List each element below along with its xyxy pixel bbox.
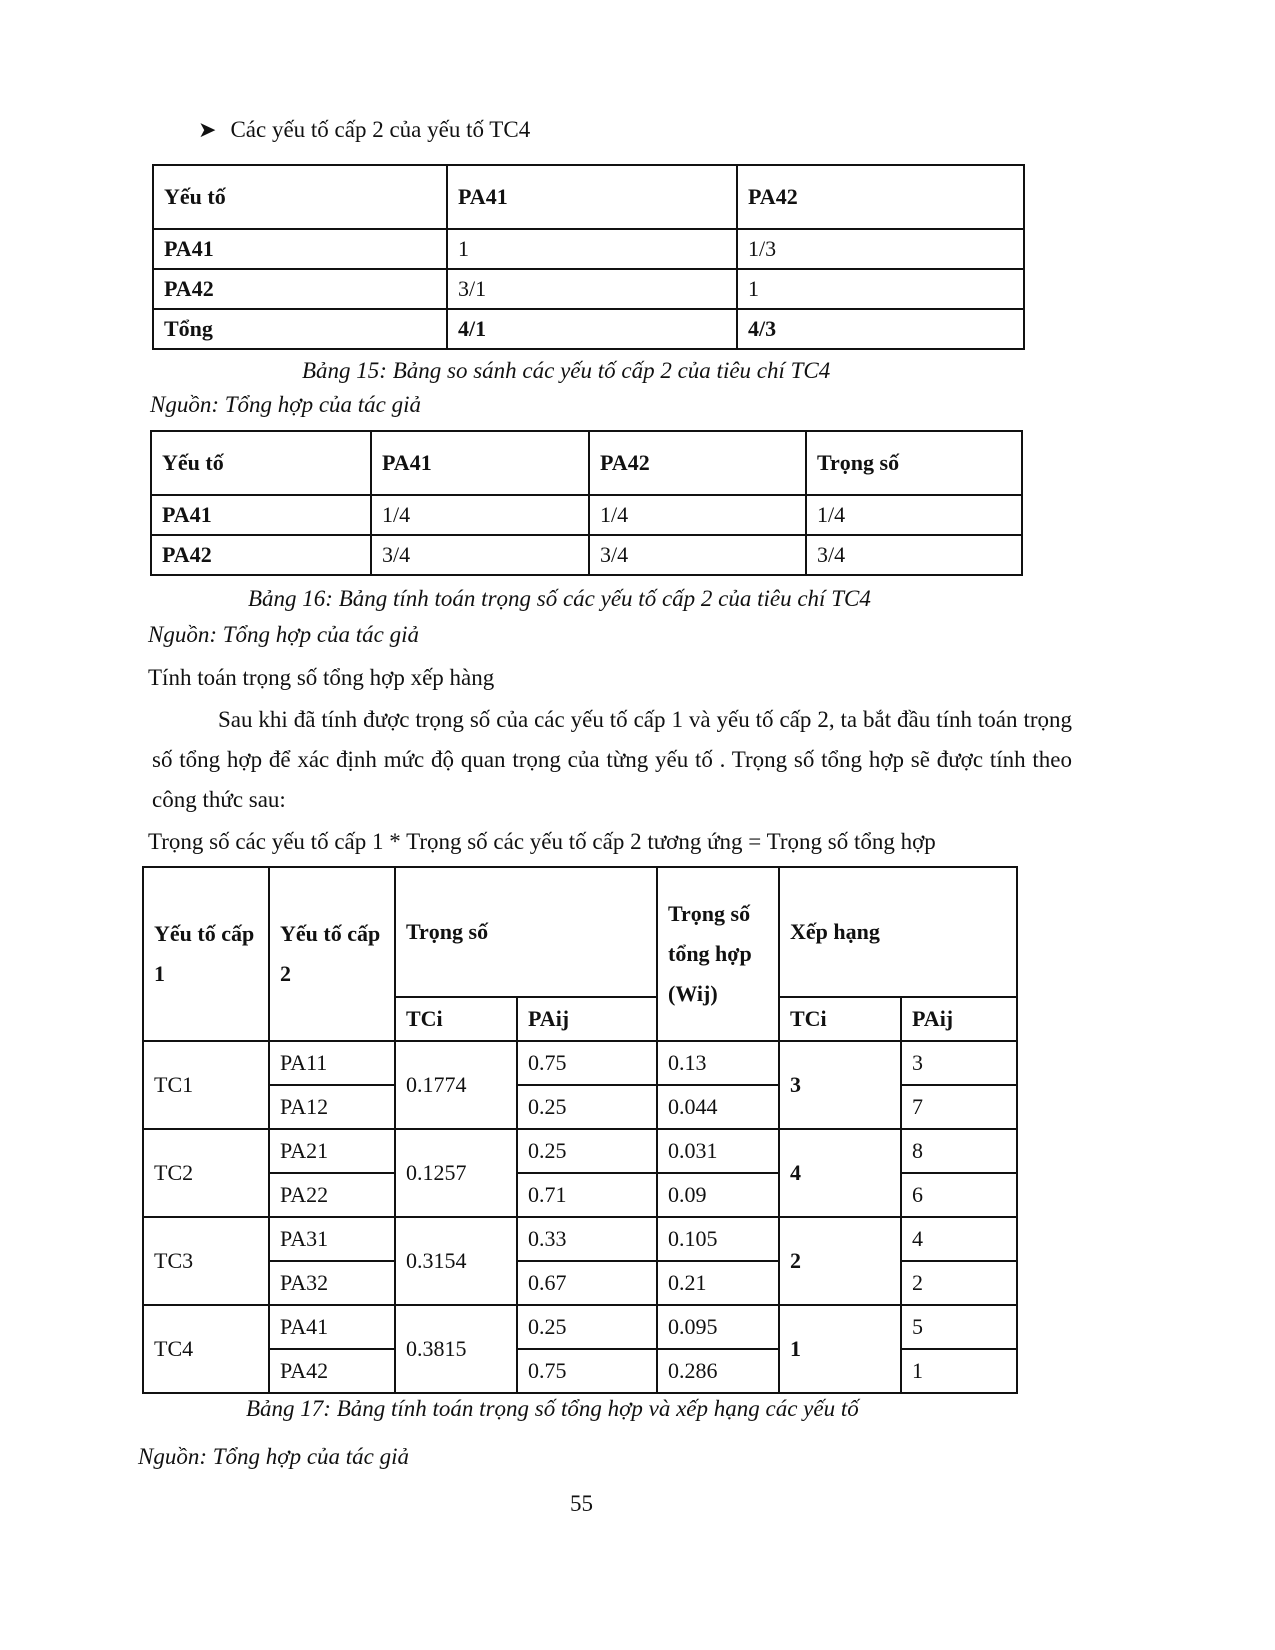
table-cell: 4/3 [737,309,1024,349]
table-16 [150,430,1023,576]
formula-line: Trọng số các yếu tố cấp 1 * Trọng số các yếu tố cấp 2 tương ứng = Trọng số tổng hợp [148,829,936,854]
header-cell: PA42 [737,165,1024,229]
table-16-caption: Bảng 16: Bảng tính toán trọng số các yếu tố cấp 2 của tiêu chí TC4 [248,586,871,611]
table-header-row [151,431,1022,495]
table-row [151,495,1022,535]
table-cell: 3/1 [447,269,737,309]
row-label: PA42 [153,269,447,309]
table-header-row [143,867,1017,997]
wij-cell: 0.286 [657,1349,779,1393]
header-tci: TCi [395,997,517,1041]
header-cell: Trọng số [806,431,1022,495]
table-15 [152,164,1025,350]
row-label: PA41 [153,229,447,269]
tc-rank-cell: 1 [779,1305,901,1393]
pa-rank-cell: 5 [901,1305,1017,1349]
pa-rank-cell: 4 [901,1217,1017,1261]
wij-cell: 0.21 [657,1261,779,1305]
pa-weight-cell: 0.75 [517,1349,657,1393]
tc-weight-cell: 0.3815 [395,1305,517,1393]
wij-cell: 0.09 [657,1173,779,1217]
table-cell: 3/4 [806,535,1022,575]
table-cell: 3/4 [589,535,806,575]
tc-weight-cell: 0.1257 [395,1129,517,1217]
pa-weight-cell: 0.25 [517,1305,657,1349]
pa-rank-cell: 7 [901,1085,1017,1129]
pa-cell: PA42 [269,1349,395,1393]
table-17-caption: Bảng 17: Bảng tính toán trọng số tổng hợp và xếp hạng các yếu tố [246,1396,859,1421]
header-level2: Yếu tố cấp 2 [269,867,395,1041]
header-rank-tci: TCi [779,997,901,1041]
header-cell: Yếu tố [151,431,371,495]
tc-cell: TC4 [143,1305,269,1393]
table-row [153,309,1024,349]
table-17 [142,866,1018,1394]
header-cell: PA41 [371,431,589,495]
pa-weight-cell: 0.33 [517,1217,657,1261]
wij-cell: 0.105 [657,1217,779,1261]
table-row [143,1041,1017,1085]
pa-weight-cell: 0.75 [517,1041,657,1085]
table-row [153,269,1024,309]
table-cell: 1/4 [806,495,1022,535]
arrow-bullet-icon: ➤ [198,117,217,142]
pa-weight-cell: 0.25 [517,1129,657,1173]
pa-rank-cell: 3 [901,1041,1017,1085]
pa-cell: PA12 [269,1085,395,1129]
pa-weight-cell: 0.67 [517,1261,657,1305]
pa-cell: PA41 [269,1305,395,1349]
header-rank: Xếp hạng [779,867,1017,997]
pa-weight-cell: 0.25 [517,1085,657,1129]
table-row [151,535,1022,575]
pa-weight-cell: 0.71 [517,1173,657,1217]
pa-rank-cell: 1 [901,1349,1017,1393]
pa-cell: PA21 [269,1129,395,1173]
table-cell: 1 [737,269,1024,309]
table-cell: 1/4 [371,495,589,535]
tc-rank-cell: 3 [779,1041,901,1129]
table-header-row [153,165,1024,229]
tc-weight-cell: 0.3154 [395,1217,517,1305]
table-cell: 1/3 [737,229,1024,269]
section-title: Tính toán trọng số tổng hợp xếp hàng [148,665,495,690]
table-row [143,1217,1017,1261]
table-16-source: Nguồn: Tổng hợp của tác giả [148,622,420,647]
bullet-heading: ➤ Các yếu tố cấp 2 của yếu tố TC4 [198,117,531,142]
tc-weight-cell: 0.1774 [395,1041,517,1129]
header-cell: PA42 [589,431,806,495]
table-row [143,1129,1017,1173]
header-combined: Trọng số tổng hợp (Wij) [657,867,779,1041]
header-cell: Yếu tố [153,165,447,229]
row-label: PA41 [151,495,371,535]
tc-rank-cell: 2 [779,1217,901,1305]
tc-cell: TC3 [143,1217,269,1305]
table-cell: 1/4 [589,495,806,535]
header-level1: Yếu tố cấp 1 [143,867,269,1041]
tc-rank-cell: 4 [779,1129,901,1217]
body-paragraph: Sau khi đã tính được trọng số của các yếu tố cấp 1 và yếu tố cấp 2, ta bắt đầu tính toán trọng số tổng hợp để xác định mức độ quan trọng của từng yếu tố . Trọng số tổng hợp sẽ được tính theo công thức sau: [152,707,1072,812]
table-15-source: Nguồn: Tổng hợp của tác giả [150,392,422,417]
row-label: Tổng [153,309,447,349]
table-row [153,229,1024,269]
pa-cell: PA32 [269,1261,395,1305]
pa-cell: PA31 [269,1217,395,1261]
table-cell: 3/4 [371,535,589,575]
pa-rank-cell: 6 [901,1173,1017,1217]
wij-cell: 0.031 [657,1129,779,1173]
wij-cell: 0.13 [657,1041,779,1085]
header-rank-paij: PAij [901,997,1017,1041]
pa-cell: PA22 [269,1173,395,1217]
page-number: 55 [570,1491,593,1516]
table-15-caption: Bảng 15: Bảng so sánh các yếu tố cấp 2 của tiêu chí TC4 [302,358,831,383]
table-17-source: Nguồn: Tổng hợp của tác giả [138,1444,410,1469]
header-weight: Trọng số [395,867,657,997]
pa-rank-cell: 8 [901,1129,1017,1173]
tc-cell: TC1 [143,1041,269,1129]
table-cell: 1 [447,229,737,269]
wij-cell: 0.095 [657,1305,779,1349]
row-label: PA42 [151,535,371,575]
pa-rank-cell: 2 [901,1261,1017,1305]
header-cell: PA41 [447,165,737,229]
table-cell: 4/1 [447,309,737,349]
wij-cell: 0.044 [657,1085,779,1129]
table-row [143,1305,1017,1349]
header-paij: PAij [517,997,657,1041]
pa-cell: PA11 [269,1041,395,1085]
tc-cell: TC2 [143,1129,269,1217]
